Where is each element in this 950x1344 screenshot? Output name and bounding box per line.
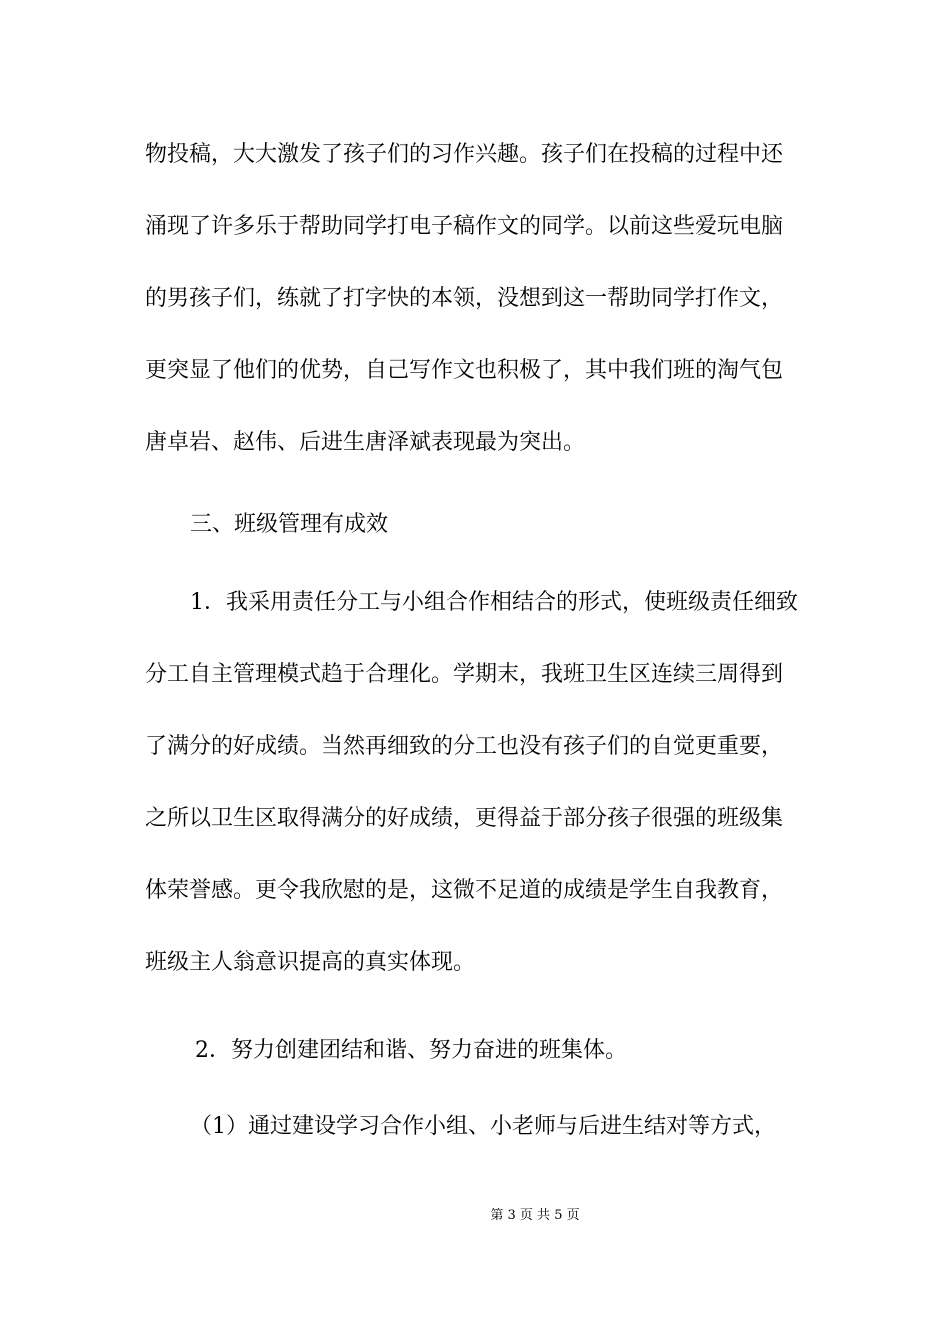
paragraph-line: 了满分的好成绩。当然再细致的分工也没有孩子们的自觉更重要，	[145, 734, 784, 759]
paragraph-line: 的男孩子们，练就了打字快的本领，没想到这一帮助同学打作文，	[145, 286, 784, 311]
paragraph-line: 之所以卫生区取得满分的好成绩，更得益于部分孩子很强的班级集	[145, 806, 784, 831]
paragraph-line: 2．努力创建团结和谐、努力奋进的班集体。	[195, 1038, 627, 1063]
section-heading: 三、班级管理有成效	[190, 512, 389, 537]
paragraph-line: 物投稿，大大激发了孩子们的习作兴趣。孩子们在投稿的过程中还	[145, 142, 784, 167]
paragraph-line: 更突显了他们的优势，自己写作文也积极了，其中我们班的淘气包	[145, 358, 784, 383]
page-footer: 第 3 页 共 5 页	[490, 1208, 580, 1223]
paragraph-line: 1．我采用责任分工与小组合作相结合的形式，使班级责任细致	[190, 590, 798, 615]
paragraph-line: 体荣誉感。更令我欣慰的是，这微不足道的成绩是学生自我教育，	[145, 878, 784, 903]
paragraph-line: （1）通过建设学习合作小组、小老师与后进生结对等方式，	[190, 1114, 776, 1139]
paragraph-line: 涌现了许多乐于帮助同学打电子稿作文的同学。以前这些爱玩电脑	[145, 214, 784, 239]
paragraph-line: 分工自主管理模式趋于合理化。学期末，我班卫生区连续三周得到	[145, 662, 784, 687]
paragraph-line: 班级主人翁意识提高的真实体现。	[145, 950, 476, 975]
paragraph-line: 唐卓岩、赵伟、后进生唐泽斌表现最为突出。	[145, 430, 586, 455]
